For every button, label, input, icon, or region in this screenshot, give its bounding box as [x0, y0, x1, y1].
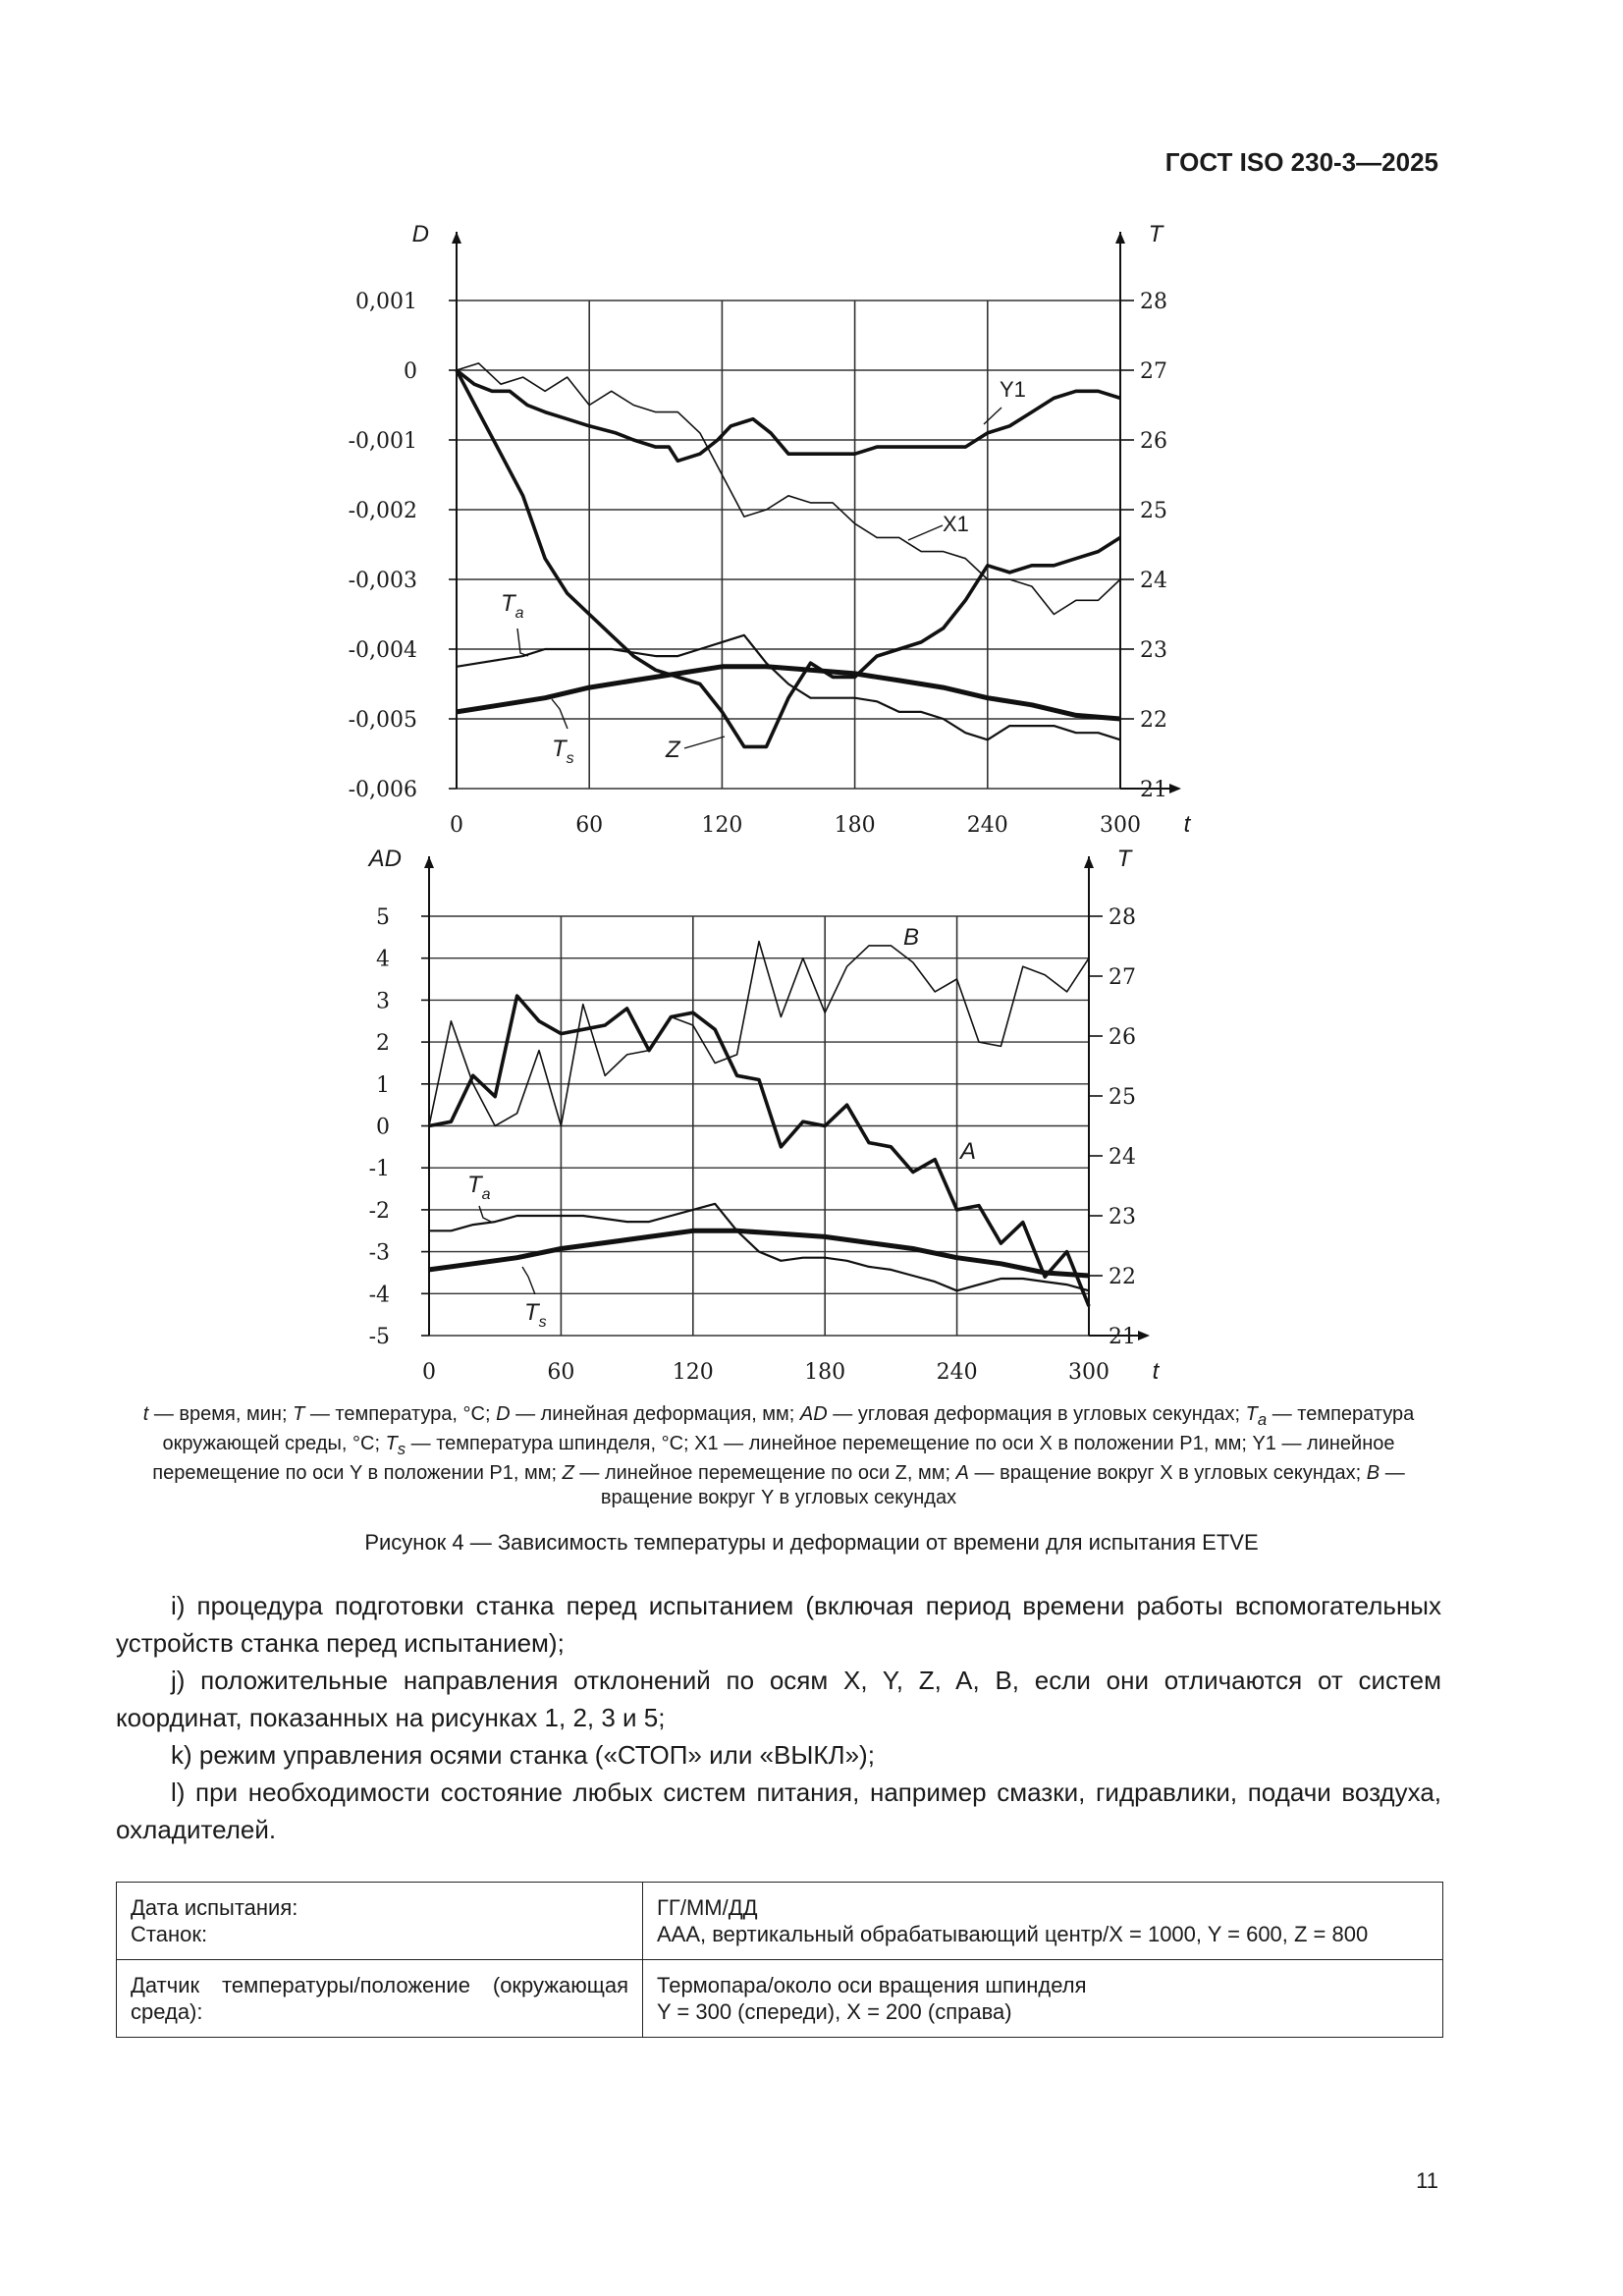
page-number: 11 — [1416, 2168, 1438, 2193]
leader-line — [684, 737, 725, 748]
y2-tick-label: 25 — [1140, 499, 1167, 523]
legend-fragment: B — [1366, 1462, 1380, 1484]
label-b: B — [903, 924, 920, 951]
y-tick-label: -0,006 — [348, 778, 417, 802]
axis-arrow-icon — [1169, 784, 1181, 793]
legend-fragment: s — [397, 1440, 406, 1458]
y-tick-label: -2 — [368, 1198, 390, 1224]
legend-fragment: T — [385, 1433, 398, 1454]
test-date-label: Дата испытания: — [131, 1895, 298, 1920]
label-a: A — [960, 1138, 977, 1165]
x-tick-label: 300 — [1100, 813, 1141, 838]
y-tick-label: -5 — [368, 1325, 390, 1349]
right-axis-label: T — [1148, 221, 1163, 247]
paragraph-j: j) положительные направления отклонений по осям X, Y, Z, A, B, если они отличаются от систем координат, показанных на рисунках 1, 2, 3 и 5; — [116, 1666, 1441, 1732]
chart-linear-deformation — [349, 221, 1192, 838]
y-tick-label: 2 — [376, 1031, 390, 1057]
y-tick-label: -0,003 — [348, 569, 417, 593]
table-row — [117, 1883, 1443, 1960]
leader-line — [984, 408, 1001, 424]
y-tick-label: 3 — [376, 989, 390, 1014]
paragraph-i: i) процедура подготовки станка перед испытанием (включая период времени работы вспомогательных устройств станка перед испытанием); — [116, 1591, 1441, 1658]
axis-arrow-icon — [452, 232, 461, 244]
test-date-value: ГГ/ММ/ДД — [657, 1895, 758, 1920]
legend-fragment: — температура окружающей среды, °C; — [162, 1403, 1415, 1454]
label-y1: Y1 — [1000, 377, 1026, 402]
y2-tick-label: 21 — [1109, 1325, 1136, 1349]
table-cell — [117, 1960, 643, 2038]
y2-tick-label: 23 — [1109, 1205, 1136, 1230]
y-tick-label: 5 — [376, 905, 390, 930]
leader-line — [479, 1206, 491, 1222]
y2-tick-label: 26 — [1109, 1025, 1136, 1050]
series-line-ts — [429, 1230, 1089, 1276]
y-tick-label: 0,001 — [355, 290, 417, 314]
y2-tick-label: 25 — [1109, 1085, 1136, 1110]
y2-tick-label: 23 — [1140, 638, 1167, 663]
legend-fragment: AD — [799, 1403, 828, 1425]
x-tick-label: 240 — [966, 813, 1008, 838]
y2-tick-label: 27 — [1109, 965, 1136, 990]
y2-tick-label: 21 — [1140, 778, 1167, 802]
y-tick-label: -0,005 — [348, 708, 417, 733]
leader-line — [522, 1267, 535, 1294]
machine-label: Станок: — [131, 1922, 208, 1946]
y2-tick-label: 28 — [1109, 905, 1136, 930]
leader-line — [908, 525, 943, 540]
test-info-table — [116, 1882, 1443, 2038]
y-tick-label: 1 — [376, 1072, 390, 1098]
x-axis-label: t — [1152, 1358, 1160, 1385]
figure-title: Рисунок 4 — Зависимость температуры и деформации от времени для испытания ETVE — [364, 1530, 1259, 1555]
legend-fragment: A — [955, 1462, 969, 1484]
legend-fragment: — линейное перемещение по оси Z, мм; — [573, 1462, 956, 1484]
series-line-ts — [457, 667, 1120, 719]
figure-legend — [116, 1402, 1441, 1510]
legend-fragment: — угловая деформация в угловых секундах; — [827, 1403, 1246, 1425]
label-ta: $T_a$ — [501, 590, 524, 622]
y-tick-label: -0,002 — [348, 499, 417, 523]
x-axis-label: t — [1183, 811, 1191, 838]
label-ta: $T_a$ — [467, 1172, 491, 1203]
paragraph-k: k) режим управления осями станка («СТОП» или «ВЫКЛ»); — [171, 1740, 875, 1770]
label-z: Z — [666, 737, 680, 763]
legend-fragment: Z — [562, 1462, 574, 1484]
legend-fragment: — температура шпинделя, °C; X1 — линейное перемещение по оси X в положении P1, мм; Y1 — линейное перемещение по оси Y в положении P1, мм; — [152, 1433, 1395, 1484]
x-tick-label: 240 — [936, 1360, 978, 1385]
legend-fragment: — вращение вокруг X в угловых секундах; — [968, 1462, 1367, 1484]
sensor-label: Датчик температуры/положение (окружающая среда): — [131, 1973, 628, 2024]
legend-fragment: — температура, °C; — [304, 1403, 497, 1425]
sensor-position-value: Y = 300 (спереди), X = 200 (справа) — [657, 1999, 1012, 2024]
table-cell — [643, 1960, 1443, 2038]
leader-line — [552, 699, 568, 729]
body-text — [116, 1587, 1441, 1848]
legend-fragment: — вращение вокруг Y в угловых секундах — [600, 1462, 1405, 1508]
x-tick-label: 120 — [701, 813, 743, 838]
legend-fragment: — линейная деформация, мм; — [510, 1403, 800, 1425]
label-ts: $T_s$ — [524, 1299, 547, 1331]
y2-tick-label: 28 — [1140, 290, 1167, 314]
series-line-ta — [457, 635, 1120, 740]
series-line-z — [457, 370, 1120, 746]
y-tick-label: 4 — [376, 947, 390, 972]
legend-fragment: t — [142, 1403, 149, 1425]
left-axis-label: D — [411, 221, 429, 247]
table-cell — [643, 1883, 1443, 1960]
y-tick-label: 0 — [376, 1115, 390, 1140]
y2-tick-label: 26 — [1140, 429, 1167, 454]
x-tick-label: 180 — [804, 1360, 846, 1385]
sensor-type-value: Термопара/около оси вращения шпинделя — [657, 1973, 1087, 1997]
legend-fragment: T — [1245, 1403, 1258, 1425]
legend-fragment: D — [496, 1403, 511, 1425]
y-tick-label: -1 — [368, 1157, 390, 1182]
table-row — [117, 1960, 1443, 2038]
y2-tick-label: 22 — [1109, 1265, 1136, 1289]
legend-fragment: — время, мин; — [148, 1403, 294, 1425]
x-tick-label: 180 — [834, 813, 876, 838]
y-tick-label: -0,001 — [348, 429, 417, 454]
y-tick-label: -3 — [368, 1240, 390, 1266]
axis-arrow-icon — [1084, 856, 1094, 868]
left-axis-label: AD — [368, 846, 402, 872]
leader-line — [517, 629, 528, 656]
y-tick-label: -4 — [368, 1283, 390, 1308]
y2-tick-label: 27 — [1140, 359, 1167, 384]
page-header-standard: ГОСТ ISO 230-3—2025 — [1164, 147, 1438, 177]
label-x1: X1 — [943, 512, 969, 536]
x-tick-label: 60 — [547, 1360, 575, 1385]
machine-value: ААА, вертикальный обрабатывающий центр/X = 1000, Y = 600, Z = 800 — [657, 1922, 1369, 1946]
x-tick-label: 0 — [450, 813, 463, 838]
legend-fragment: a — [1257, 1410, 1268, 1429]
y2-tick-label: 24 — [1109, 1145, 1136, 1170]
x-tick-label: 0 — [422, 1360, 436, 1385]
table-cell — [117, 1883, 643, 1960]
axis-arrow-icon — [424, 856, 434, 868]
y-tick-label: 0 — [404, 359, 417, 384]
x-tick-label: 300 — [1068, 1360, 1109, 1385]
label-ts: $T_s$ — [552, 736, 574, 767]
y-tick-label: -0,004 — [348, 638, 417, 663]
axis-arrow-icon — [1115, 232, 1125, 244]
series-line-b — [429, 942, 1089, 1126]
x-tick-label: 120 — [672, 1360, 714, 1385]
right-axis-label: T — [1116, 846, 1132, 872]
chart-angular-deformation — [367, 846, 1161, 1385]
legend-fragment: T — [293, 1403, 305, 1425]
y2-tick-label: 24 — [1140, 569, 1167, 593]
paragraph-l: l) при необходимости состояние любых систем питания, например смазки, гидравлики, подачи воздуха, охладителей. — [116, 1777, 1441, 1844]
x-tick-label: 60 — [575, 813, 604, 838]
y2-tick-label: 22 — [1140, 708, 1167, 733]
axis-arrow-icon — [1138, 1331, 1150, 1340]
